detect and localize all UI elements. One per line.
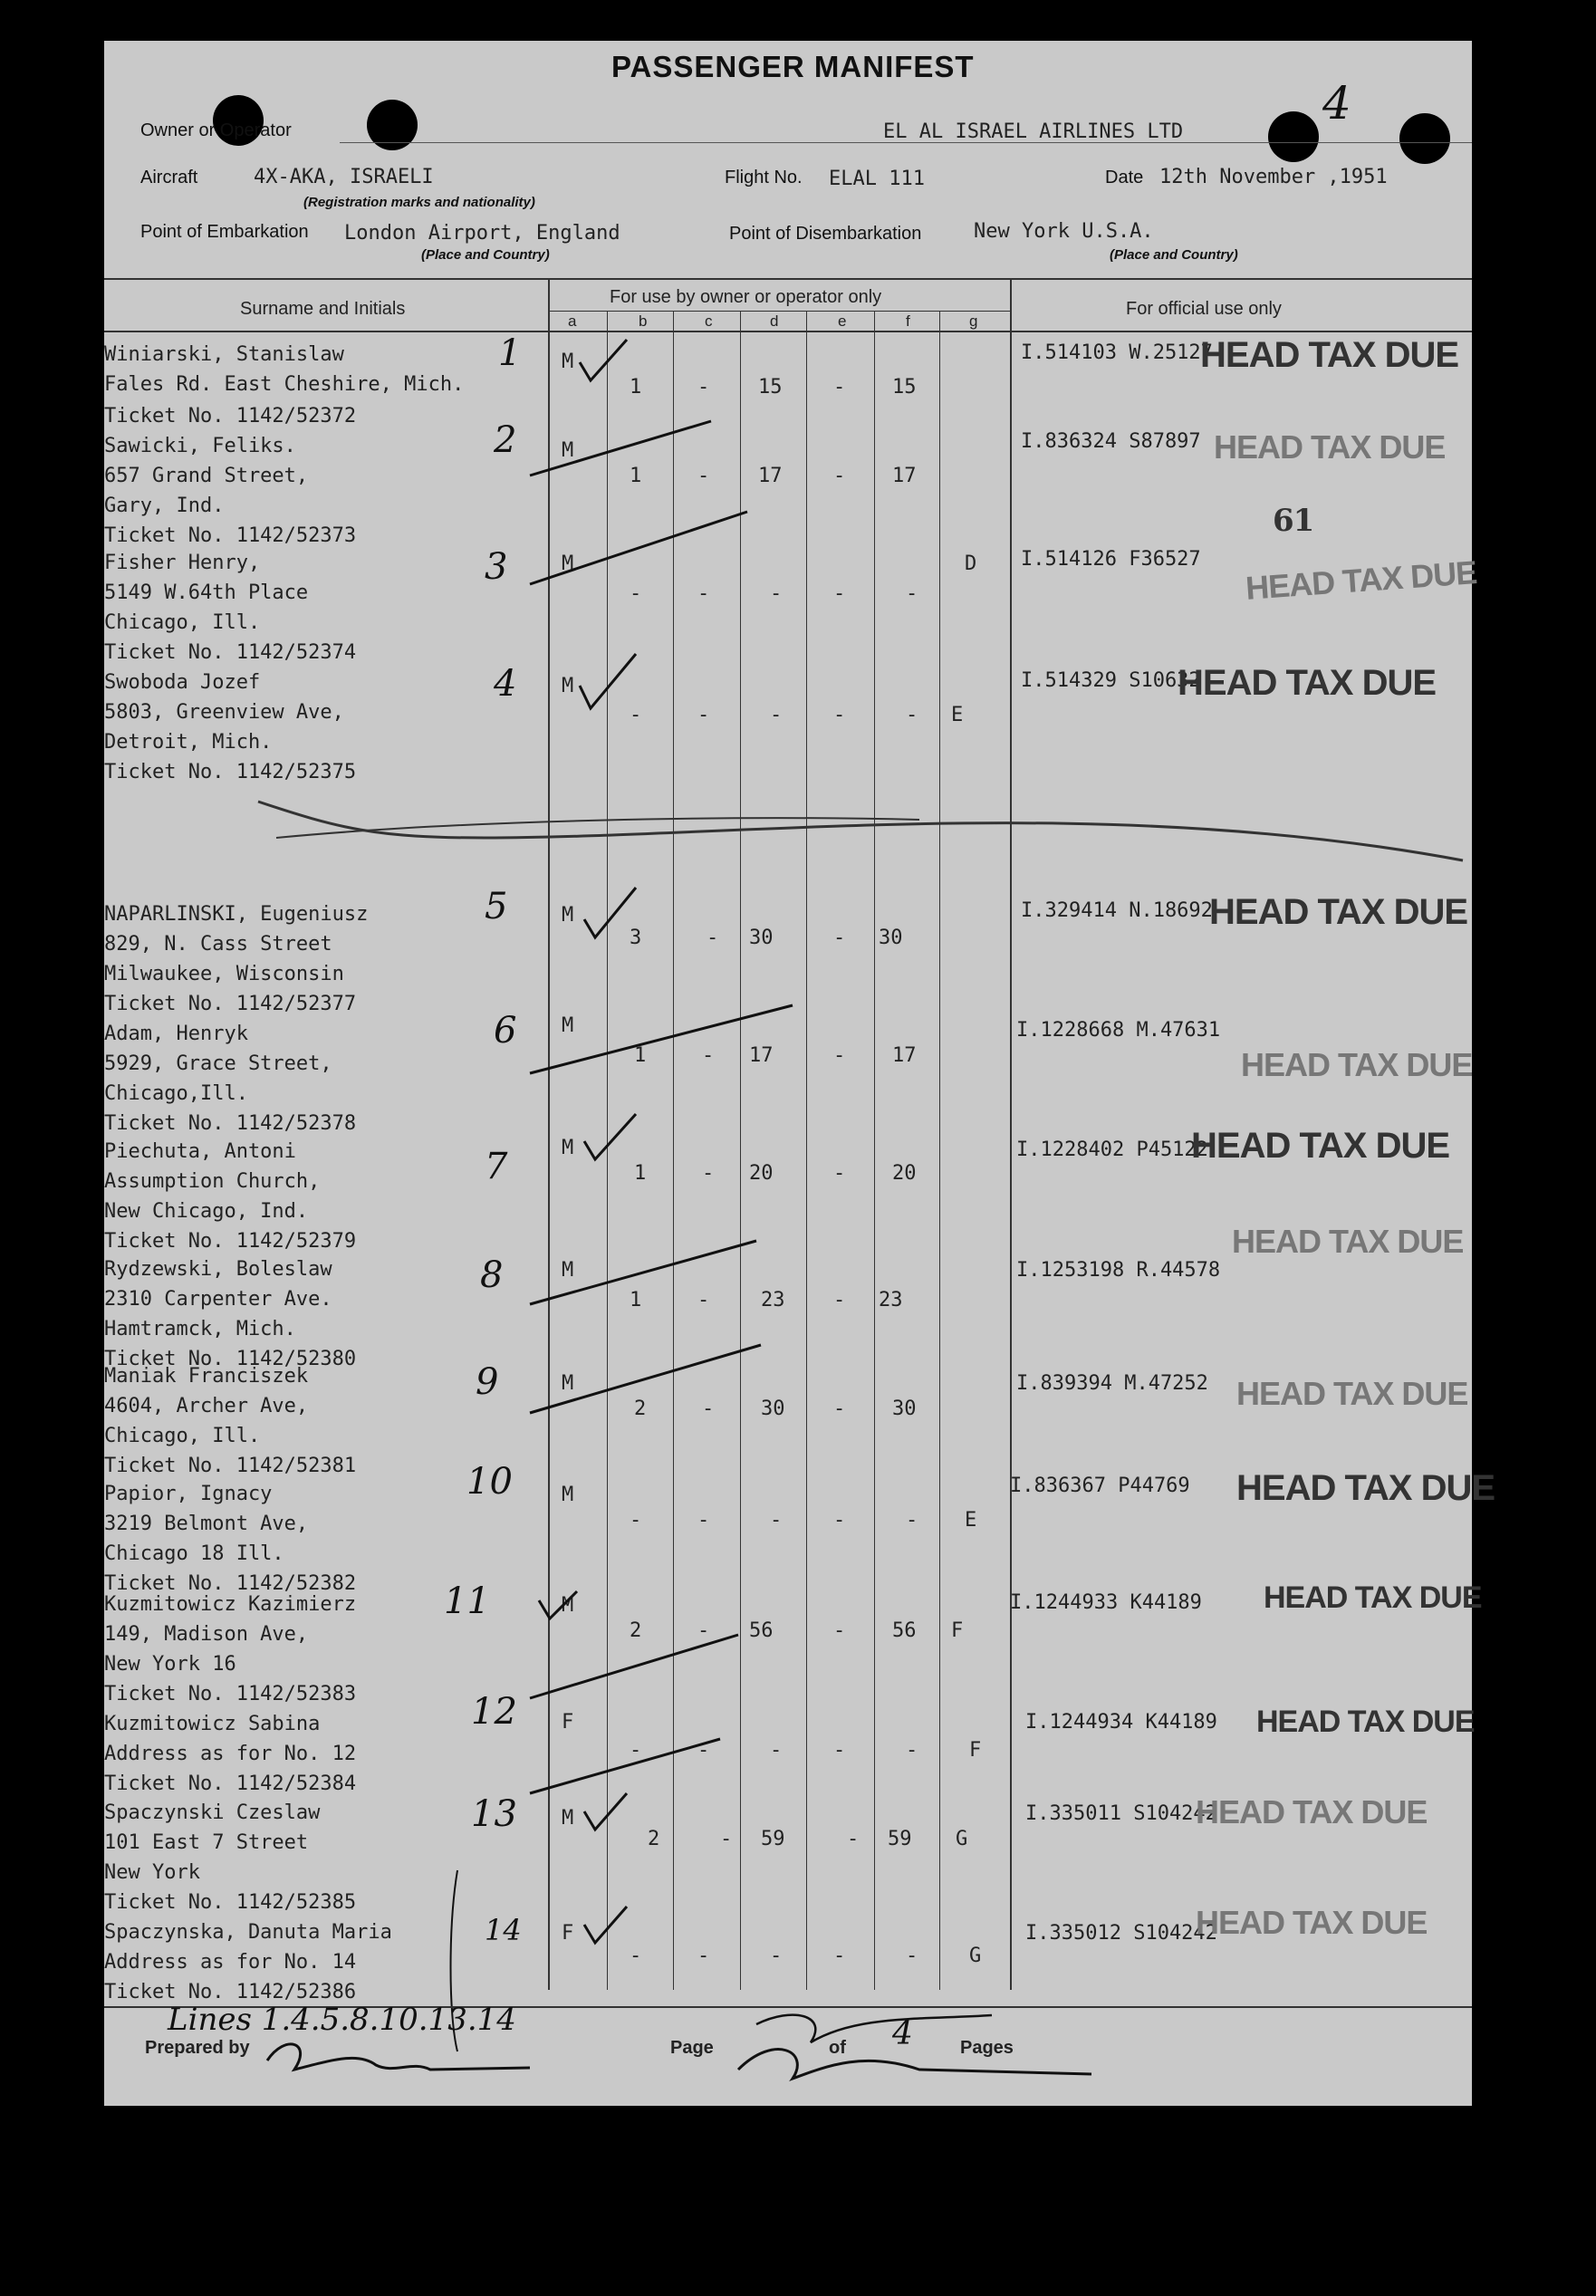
passenger-line: 3219 Belmont Ave, xyxy=(104,1513,309,1535)
head-tax-stamp: HEAD TAX DUE xyxy=(1200,335,1459,375)
official-entry: I.839394 M.47252 xyxy=(1016,1372,1208,1395)
passenger-line: New Chicago, Ind. xyxy=(104,1200,309,1223)
passenger-line: 5149 W.64th Place xyxy=(104,581,309,604)
official-entry: I.1244934 K44189 xyxy=(1025,1711,1217,1734)
passenger-line: 5929, Grace Street, xyxy=(104,1052,332,1075)
official-entry: I.514103 W.25127 xyxy=(1021,341,1213,364)
passenger-line: 101 East 7 Street xyxy=(104,1831,309,1854)
col-e: - xyxy=(833,1619,846,1642)
head-tax-stamp: HEAD TAX DUE xyxy=(1191,1126,1450,1166)
embark-value: London Airport, England xyxy=(344,222,620,245)
col-f: - xyxy=(906,1739,918,1762)
col-f: 17 xyxy=(892,1044,917,1067)
col-f: 30 xyxy=(879,927,903,949)
col-e: - xyxy=(833,1739,846,1762)
col-b: 1 xyxy=(630,1289,642,1311)
page-mark: 4 xyxy=(1322,77,1351,130)
disembark-label: Point of Disembarkation xyxy=(729,224,922,244)
passenger-line: Ticket No. 1142/52373 xyxy=(104,524,357,547)
col-e: - xyxy=(833,1289,846,1311)
passenger-number: 6 xyxy=(494,1010,517,1052)
passenger-number: 11 xyxy=(444,1580,490,1622)
col-a: M xyxy=(562,1372,574,1395)
col-a: M xyxy=(562,1594,574,1617)
col-b: 1 xyxy=(634,1162,647,1185)
col-b: 1 xyxy=(630,376,642,399)
passenger-line: 4604, Archer Ave, xyxy=(104,1395,309,1417)
col-b: - xyxy=(630,1945,642,1967)
passenger-line: Winiarski, Stanislaw xyxy=(104,343,344,366)
col-f: - xyxy=(906,582,918,605)
col-b: 2 xyxy=(648,1828,660,1850)
col-d: 59 xyxy=(761,1828,785,1850)
passenger-line: Hamtramck, Mich. xyxy=(104,1318,296,1340)
passenger-line: New York xyxy=(104,1861,200,1884)
head-tax-stamp: HEAD TAX DUE xyxy=(1196,1793,1428,1830)
passenger-line: Spaczynski Czeslaw xyxy=(104,1801,321,1824)
embark-label: Point of Embarkation xyxy=(140,222,309,242)
disembark-value: New York U.S.A. xyxy=(974,220,1154,243)
col-c: - xyxy=(697,1945,710,1967)
col-f: 59 xyxy=(888,1828,912,1850)
head-tax-stamp: HEAD TAX DUE xyxy=(1244,553,1478,607)
col-e: - xyxy=(833,1044,846,1067)
col-f: - xyxy=(906,704,918,726)
col-c: - xyxy=(702,1162,715,1185)
col-c: - xyxy=(697,582,710,605)
passenger-line: Ticket No. 1142/52383 xyxy=(104,1683,357,1705)
passenger-line: Assumption Church, xyxy=(104,1170,321,1193)
owner-use-header: For use by owner or operator only xyxy=(610,287,882,307)
col-c: - xyxy=(697,1289,710,1311)
col-d: 20 xyxy=(749,1162,774,1185)
head-tax-stamp: HEAD TAX DUE xyxy=(1264,1580,1482,1615)
col-c: - xyxy=(707,927,719,949)
col-letter-b: b xyxy=(639,312,648,330)
passenger-line: Ticket No. 1142/52380 xyxy=(104,1348,357,1370)
passenger-number: 4 xyxy=(494,663,517,705)
passenger-line: Chicago, Ill. xyxy=(104,611,261,634)
passenger-line: Kuzmitowicz Sabina xyxy=(104,1713,321,1735)
passenger-line: Milwaukee, Wisconsin xyxy=(104,963,344,985)
col-b: 1 xyxy=(634,1044,647,1067)
disembark-note: (Place and Country) xyxy=(1110,247,1238,263)
date-value: 12th November ,1951 xyxy=(1159,166,1388,188)
surname-header: Surname and Initials xyxy=(240,299,406,319)
col-b: - xyxy=(630,704,642,726)
passenger-line: Chicago,Ill. xyxy=(104,1082,248,1105)
col-c: - xyxy=(697,1509,710,1532)
col-g: F xyxy=(951,1619,964,1642)
passenger-line: 2310 Carpenter Ave. xyxy=(104,1288,332,1311)
col-letter-f: f xyxy=(906,312,910,330)
passenger-line: Ticket No. 1142/52385 xyxy=(104,1891,357,1914)
col-d: 17 xyxy=(749,1044,774,1067)
official-entry: I.1244933 K44189 xyxy=(1010,1591,1202,1614)
passenger-line: Fales Rd. East Cheshire, Mich. xyxy=(104,373,465,396)
col-a: M xyxy=(562,552,574,575)
owner-value: EL AL ISRAEL AIRLINES LTD xyxy=(883,120,1184,143)
col-letter-g: g xyxy=(969,312,978,330)
col-d: - xyxy=(770,1945,783,1967)
passenger-number: 13 xyxy=(471,1793,517,1835)
col-g: E xyxy=(965,1509,977,1532)
col-e: - xyxy=(833,582,846,605)
pages-value: 4 xyxy=(892,2015,913,2052)
col-d: 56 xyxy=(749,1619,774,1642)
passenger-line: Rydzewski, Boleslaw xyxy=(104,1258,332,1281)
col-d: 30 xyxy=(749,927,774,949)
head-tax-stamp: HEAD TAX DUE xyxy=(1236,1468,1495,1508)
passenger-number: 14 xyxy=(485,1913,522,1947)
official-use-header: For official use only xyxy=(1126,299,1282,319)
pages-label: Pages xyxy=(960,2038,1014,2058)
col-f: 20 xyxy=(892,1162,917,1185)
col-a: F xyxy=(562,1922,574,1945)
col-d: 15 xyxy=(758,376,783,399)
official-entry: I.335012 S104242 xyxy=(1025,1922,1217,1945)
official-entry: I.1228402 P45122 xyxy=(1016,1138,1208,1161)
col-d: - xyxy=(770,1739,783,1762)
passenger-number: 9 xyxy=(476,1361,499,1403)
col-a: M xyxy=(562,1807,574,1830)
col-g: D xyxy=(965,552,977,575)
passenger-line: 829, N. Cass Street xyxy=(104,933,332,956)
official-entry: I.836367 P44769 xyxy=(1010,1475,1190,1497)
passenger-line: Ticket No. 1142/52378 xyxy=(104,1112,357,1135)
aircraft-value: 4X-AKA, ISRAELI xyxy=(254,166,434,188)
col-e: - xyxy=(847,1828,860,1850)
head-tax-stamp: HEAD TAX DUE xyxy=(1196,1904,1428,1941)
head-tax-stamp: HEAD TAX DUE xyxy=(1241,1046,1473,1083)
passenger-number: 1 xyxy=(498,332,522,374)
head-tax-stamp: HEAD TAX DUE xyxy=(1236,1375,1468,1412)
passenger-line: Sawicki, Feliks. xyxy=(104,435,296,457)
col-letter-e: e xyxy=(838,312,847,330)
passenger-line: Papior, Ignacy xyxy=(104,1483,273,1505)
col-f: 17 xyxy=(892,465,917,487)
col-e: - xyxy=(833,376,846,399)
head-tax-stamp: HEAD TAX DUE xyxy=(1214,428,1446,466)
passenger-line: Piechuta, Antoni xyxy=(104,1140,296,1163)
head-tax-stamp: HEAD TAX DUE xyxy=(1232,1223,1464,1260)
col-letter-c: c xyxy=(705,312,713,330)
col-b: 3 xyxy=(630,927,642,949)
passenger-line: Ticket No. 1142/52377 xyxy=(104,993,357,1015)
passenger-number: 7 xyxy=(485,1146,508,1187)
head-tax-stamp: HEAD TAX DUE xyxy=(1209,892,1468,932)
col-letter-a: a xyxy=(568,312,577,330)
passenger-line: Spaczynska, Danuta Maria xyxy=(104,1921,392,1944)
embark-note: (Place and Country) xyxy=(421,247,550,263)
passenger-line: 657 Grand Street, xyxy=(104,465,309,487)
passenger-line: Gary, Ind. xyxy=(104,495,225,517)
passenger-line: Kuzmitowicz Kazimierz xyxy=(104,1593,357,1616)
col-c: - xyxy=(697,465,710,487)
passenger-line: Address as for No. 14 xyxy=(104,1951,357,1974)
col-a: M xyxy=(562,439,574,462)
official-entry: I.514126 F36527 xyxy=(1021,548,1201,571)
owner-label: Owner or Operator xyxy=(140,120,292,140)
col-c: - xyxy=(697,1619,710,1642)
head-tax-stamp: HEAD TAX DUE xyxy=(1256,1705,1475,1739)
col-e: - xyxy=(833,1398,846,1420)
col-c: - xyxy=(720,1828,733,1850)
col-e: - xyxy=(833,1509,846,1532)
col-f: 56 xyxy=(892,1619,917,1642)
aircraft-label: Aircraft xyxy=(140,168,198,187)
passenger-line: 149, Madison Ave, xyxy=(104,1623,309,1646)
col-d: 17 xyxy=(758,465,783,487)
col-a: M xyxy=(562,1014,574,1037)
passenger-line: NAPARLINSKI, Eugeniusz xyxy=(104,903,369,926)
official-entry: I.1253198 R.44578 xyxy=(1016,1259,1221,1282)
passenger-line: Address as for No. 12 xyxy=(104,1743,357,1765)
passenger-line: 5803, Greenview Ave, xyxy=(104,701,344,724)
passenger-line: Ticket No. 1142/52374 xyxy=(104,641,357,664)
official-entry: I.329414 N.18692 xyxy=(1021,899,1213,922)
col-d: - xyxy=(770,1509,783,1532)
col-f: 23 xyxy=(879,1289,903,1311)
flight-value: ELAL 111 xyxy=(829,168,925,190)
passenger-line: Ticket No. 1142/52375 xyxy=(104,761,357,783)
page-label: Page xyxy=(670,2038,714,2058)
col-f: 15 xyxy=(892,376,917,399)
col-f: - xyxy=(906,1945,918,1967)
col-a: M xyxy=(562,1484,574,1506)
passenger-number: 2 xyxy=(494,419,517,461)
col-g: G xyxy=(956,1828,968,1850)
passenger-line: Ticket No. 1142/52379 xyxy=(104,1230,357,1253)
col-d: 23 xyxy=(761,1289,785,1311)
col-c: - xyxy=(702,1044,715,1067)
passenger-number: 3 xyxy=(485,546,508,588)
head-tax-stamp: HEAD TAX DUE xyxy=(1178,663,1437,703)
of-label: of xyxy=(829,2038,846,2058)
passenger-line: Fisher Henry, xyxy=(104,552,261,574)
col-e: - xyxy=(833,927,846,949)
col-e: - xyxy=(833,465,846,487)
manifest-page xyxy=(104,41,1495,2106)
passenger-number: 8 xyxy=(480,1254,504,1296)
col-b: - xyxy=(630,1509,642,1532)
passenger-line: Detroit, Mich. xyxy=(104,731,273,754)
passenger-line: Chicago, Ill. xyxy=(104,1425,261,1447)
passenger-line: Chicago 18 Ill. xyxy=(104,1542,284,1565)
col-b: - xyxy=(630,1739,642,1762)
passenger-line: Ticket No. 1142/52372 xyxy=(104,405,357,427)
official-entry: I.1228668 M.47631 xyxy=(1016,1019,1221,1042)
col-e: - xyxy=(833,704,846,726)
col-b: 2 xyxy=(634,1398,647,1420)
passenger-line: Adam, Henryk xyxy=(104,1023,248,1045)
date-label: Date xyxy=(1105,168,1144,187)
col-c: - xyxy=(697,1739,710,1762)
col-a: M xyxy=(562,1137,574,1159)
col-f: - xyxy=(906,1509,918,1532)
col-a: M xyxy=(562,904,574,927)
cancel-scribble xyxy=(104,41,1472,2106)
col-d: - xyxy=(770,704,783,726)
col-a: M xyxy=(562,675,574,697)
tax-number-stamp: 61 xyxy=(1273,503,1314,539)
passenger-number: 12 xyxy=(471,1691,517,1733)
official-entry: I.836324 S87897 xyxy=(1021,430,1201,453)
passenger-number: 5 xyxy=(485,886,508,927)
footer-note: Lines 1.4.5.8.10.13.14 xyxy=(168,2002,516,2038)
col-g: F xyxy=(969,1739,982,1762)
col-a: M xyxy=(562,1259,574,1282)
passenger-line: Ticket No. 1142/52384 xyxy=(104,1772,357,1795)
official-entry: I.514329 S10632 xyxy=(1021,669,1201,692)
passenger-line: Ticket No. 1142/52381 xyxy=(104,1455,357,1477)
col-a: F xyxy=(562,1711,574,1734)
passenger-line: Ticket No. 1142/52382 xyxy=(104,1572,357,1595)
col-b: 2 xyxy=(630,1619,642,1642)
col-c: - xyxy=(702,1398,715,1420)
signature xyxy=(104,1997,1472,2097)
passenger-line: Swoboda Jozef xyxy=(104,671,261,694)
col-b: - xyxy=(630,582,642,605)
col-g: G xyxy=(969,1945,982,1967)
official-entry: I.335011 S104242 xyxy=(1025,1802,1217,1825)
col-g: E xyxy=(951,704,964,726)
passenger-line: New York 16 xyxy=(104,1653,236,1676)
aircraft-note: (Registration marks and nationality) xyxy=(303,195,535,210)
col-a: M xyxy=(562,351,574,373)
col-c: - xyxy=(697,376,710,399)
flight-label: Flight No. xyxy=(725,168,803,187)
col-b: 1 xyxy=(630,465,642,487)
col-c: - xyxy=(697,704,710,726)
col-e: - xyxy=(833,1945,846,1967)
col-d: 30 xyxy=(761,1398,785,1420)
passenger-line: Maniak Franciszek xyxy=(104,1365,309,1388)
col-letter-d: d xyxy=(770,312,779,330)
col-d: - xyxy=(770,582,783,605)
passenger-number: 10 xyxy=(466,1461,513,1503)
passenger-line: Ticket No. 1142/52386 xyxy=(104,1981,357,2003)
col-e: - xyxy=(833,1162,846,1185)
page-title: PASSENGER MANIFEST xyxy=(611,50,975,83)
prepared-by-label: Prepared by xyxy=(145,2038,250,2058)
col-f: 30 xyxy=(892,1398,917,1420)
